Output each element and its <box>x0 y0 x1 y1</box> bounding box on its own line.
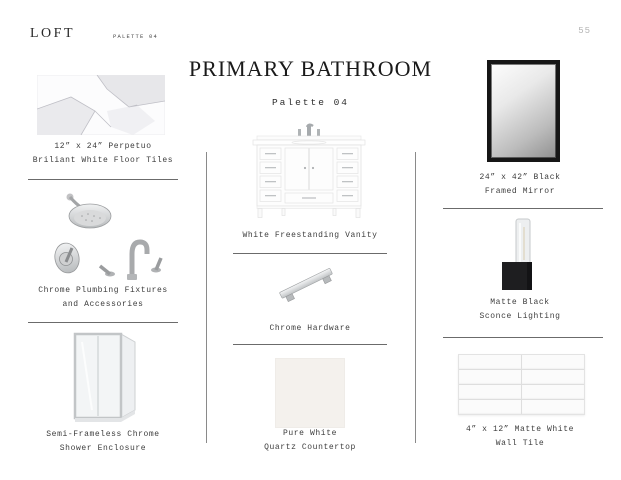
divider <box>28 322 178 323</box>
page-subtitle: Palette 04 <box>271 97 349 108</box>
tile-cell <box>459 385 521 399</box>
brand-logo: LOFT <box>30 26 75 41</box>
caption-line: 24” x 42” Black <box>479 173 561 182</box>
vanity-image <box>245 123 373 220</box>
caption-line: Briliant White Floor Tiles <box>32 156 174 165</box>
tile-cell <box>459 355 521 369</box>
caption-line: Pure White <box>282 429 337 438</box>
caption-line: Framed Mirror <box>484 187 556 196</box>
mirror-caption <box>425 171 615 199</box>
caption-line: and Accessories <box>62 300 144 309</box>
floor-tile-caption <box>8 140 198 168</box>
tile-cell <box>522 385 584 399</box>
countertop-caption <box>215 427 405 455</box>
caption-line: Semi-Frameless Chrome <box>46 430 160 439</box>
page-number: 55 <box>578 26 591 36</box>
divider <box>443 208 603 209</box>
column-divider-right <box>415 152 416 443</box>
caption-line: Wall Tile <box>495 439 545 448</box>
tile-cell <box>522 355 584 369</box>
wall-tile-caption <box>425 423 615 451</box>
divider <box>28 179 178 180</box>
wall-tile-image <box>458 354 585 415</box>
tile-cell <box>522 400 584 414</box>
divider <box>233 344 387 345</box>
sconce-image <box>495 216 545 296</box>
quartz-swatch <box>275 358 345 428</box>
marble-floor-tile-image <box>37 75 165 135</box>
tile-cell <box>459 400 521 414</box>
header-palette-label: PALETTE 04 <box>113 33 159 40</box>
hardware-caption <box>215 322 405 336</box>
plumbing-fixtures-image <box>48 190 163 282</box>
caption-line: Chrome Plumbing Fixtures <box>38 286 168 295</box>
caption-line: Shower Enclosure <box>59 444 147 453</box>
plumbing-caption <box>8 284 198 312</box>
sconce-caption <box>425 296 615 324</box>
hardware-pull-image <box>274 264 346 316</box>
caption-line: Chrome Hardware <box>269 324 351 333</box>
caption-line: Quartz Countertop <box>264 443 356 452</box>
shower-enclosure-image <box>58 332 148 424</box>
tile-cell <box>459 370 521 384</box>
vanity-caption <box>215 229 405 243</box>
column-divider-left <box>206 152 207 443</box>
shower-enclosure-caption <box>8 428 198 456</box>
caption-line: Matte Black <box>490 298 550 307</box>
divider <box>443 337 603 338</box>
page-title: PRIMARY BATHROOM <box>188 56 433 81</box>
framed-mirror-image <box>487 60 560 162</box>
caption-line: 12” x 24” Perpetuo <box>54 142 152 151</box>
divider <box>233 253 387 254</box>
caption-line: 4” x 12” Matte White <box>465 425 574 434</box>
tile-cell <box>522 370 584 384</box>
caption-line: Sconce Lighting <box>479 312 561 321</box>
caption-line: White Freestanding Vanity <box>242 231 378 240</box>
